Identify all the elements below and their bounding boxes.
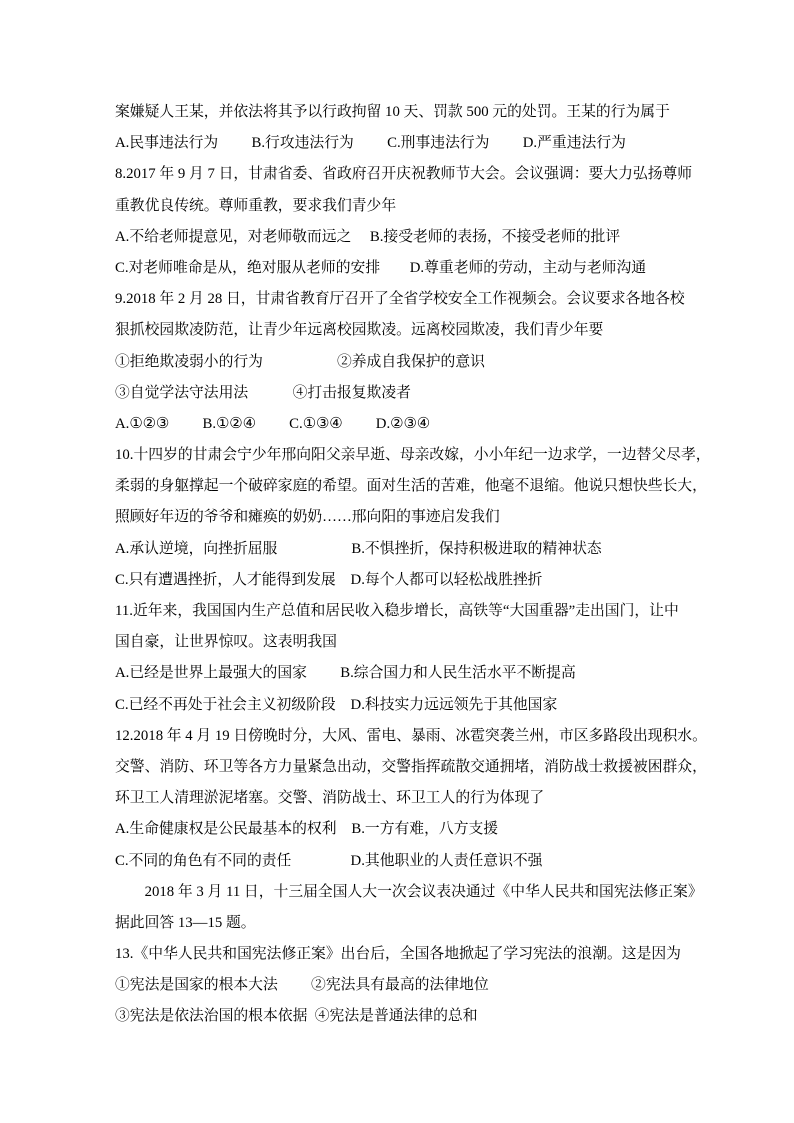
text-line: C.对老师唯命是从，绝对服从老师的安排 D.尊重老师的劳动，主动与老师沟通	[115, 259, 647, 276]
text-line: 据此回答 13—15 题。	[115, 914, 256, 931]
text-line: 狠抓校园欺凌防范，让青少年远离校园欺凌。远离校园欺凌，我们青少年要	[115, 322, 604, 339]
text-line: 13.《中华人民共和国宪法修正案》出台后，全国各地掀起了学习宪法的浪潮。这是因为	[115, 946, 681, 963]
text-line: A.①②③ B.①②④ C.①③④ D.②③④	[115, 415, 430, 432]
text-line: ③宪法是依法治国的根本依据 ④宪法是普通法律的总和	[115, 1008, 478, 1025]
text-line: 案嫌疑人王某，并依法将其予以行政拘留 10 天、罚款 500 元的处罚。王某的行为属于	[115, 104, 670, 120]
text-line: A.不给老师提意见，对老师敬而远之 B.接受老师的表扬，不接受老师的批评	[115, 228, 621, 245]
text-line: C.只有遭遇挫折，人才能得到发展 D.每个人都可以轻松战胜挫折	[115, 571, 543, 588]
text-line: 国自豪，让世界惊叹。这表明我国	[115, 634, 337, 651]
exam-text-block	[115, 97, 715, 1033]
text-line: 重教优良传统。尊师重教，要求我们青少年	[115, 197, 397, 214]
text-line: 11.近年来，我国国内生产总值和居民收入稳步增长，高铁等“大国重器”走出国门，让中	[115, 603, 679, 619]
text-line: 交警、消防、环卫等各方力量紧急出动，交警指挥疏散交通拥堵，消防战士救援被困群众，	[115, 758, 707, 775]
text-line: A.生命健康权是公民最基本的权利 B.一方有难，八方支援	[115, 821, 499, 838]
text-line: 12.2018 年 4 月 19 日傍晚时分，大风、雷电、暴雨、冰雹突袭兰州，市区多路段出现积水。	[115, 727, 707, 744]
text-line: 2018 年 3 月 11 日，十三届全国人大一次会议表决通过《中华人民共和国宪法修正案》	[115, 883, 703, 900]
text-line: 8.2017 年 9 月 7 日，甘肃省委、省政府召开庆祝教师节大会。会议强调：要大力弘扬尊师	[115, 166, 693, 183]
text-line: ①拒绝欺凌弱小的行为 ②养成自我保护的意识	[115, 353, 485, 370]
text-line: A.承认逆境，向挫折屈服 B.不惧挫折，保持积极进取的精神状态	[115, 540, 602, 557]
text-line: 照顾好年迈的爷爷和瘫痪的奶奶……邢向阳的事迹启发我们	[115, 509, 500, 526]
text-line: A.已经是世界上最强大的国家 B.综合国力和人民生活水平不断提高	[115, 665, 576, 682]
text-line: 柔弱的身躯撑起一个破碎家庭的希望。面对生活的苦难，他毫不退缩。他说只想快些长大，	[115, 478, 707, 495]
text-line: ①宪法是国家的根本大法 ②宪法具有最高的法律地位	[115, 977, 489, 994]
text-line: A.民事违法行为 B.行攻违法行为 C.刑事违法行为 D.严重违法行为	[115, 135, 626, 152]
text-line: C.已经不再处于社会主义初级阶段 D.科技实力远远领先于其他国家	[115, 696, 558, 713]
text-line: 9.2018 年 2 月 28 日，甘肃省教育厅召开了全省学校安全工作视频会。会议要求各地各校	[115, 291, 685, 308]
text-line: ③自觉学法守法用法 ④打击报复欺凌者	[115, 384, 411, 401]
text-line: 10.十四岁的甘肃会宁少年邢向阳父亲早逝、母亲改嫁，小小年纪一边求学，一边替父尽孝，	[115, 447, 711, 464]
text-line: 环卫工人清理淤泥堵塞。交警、消防战士、环卫工人的行为体现了	[115, 790, 545, 807]
text-line: C.不同的角色有不同的责任 D.其他职业的人责任意识不强	[115, 852, 543, 869]
